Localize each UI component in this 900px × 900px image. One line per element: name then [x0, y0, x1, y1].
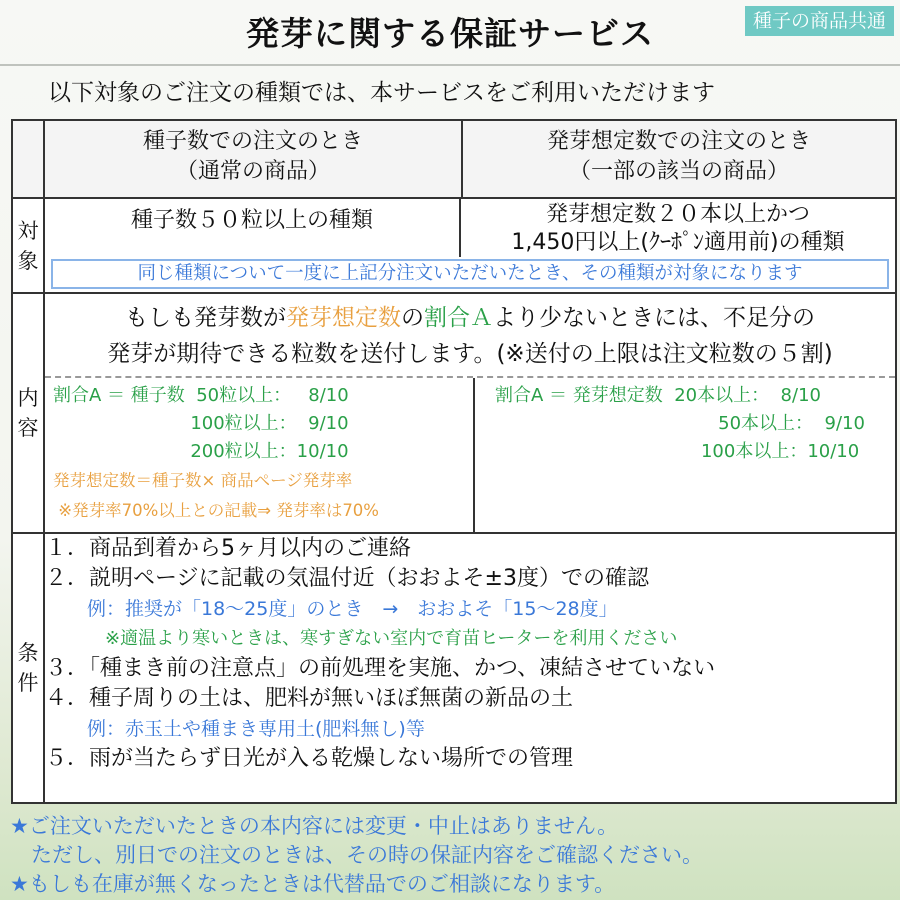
condition-item: ２．説明ページに記載の気温付近（おおよそ±3度）での確認 [45, 566, 649, 591]
formula-note: ※発芽率70%以上との記載⇒ 発芽率は70% [53, 501, 379, 520]
corner-cell [12, 120, 44, 198]
target-cell [44, 198, 896, 293]
column-header-line: 種子数での注文のとき [142, 129, 363, 154]
target-right-line: 発芽想定数２０本以上かつ [545, 202, 810, 227]
guarantee-table [11, 119, 897, 804]
side-label-content [12, 293, 44, 533]
ratio-line: 200粒以上：10/10 [53, 441, 349, 462]
condition-example: 例：推奨が「18〜25度」のとき → おおよそ「15〜28度」 [87, 598, 618, 620]
target-right-line: 1,450円以上(ｸｰﾎﾟﾝ適用前)の種類 [511, 230, 845, 255]
footer-notes [10, 812, 703, 899]
highlight-ratio: 割合Ａ [424, 305, 493, 331]
text-segment: より少ないときには、不足分の [493, 305, 815, 331]
formula-note: 発芽想定数＝種子数× 商品ページ発芽率 [53, 471, 353, 490]
column-header-sub: （通常の商品） [175, 159, 330, 184]
target-seed-count: 種子数５０粒以上の種類 [45, 199, 461, 257]
column-header-line: 発芽想定数での注文のとき [546, 129, 811, 154]
column-header-seed-count [44, 120, 462, 198]
ratio-line: 割合A ＝ 種子数 50粒以上： 8/10 [53, 385, 349, 406]
content-description [45, 294, 895, 376]
target-germination-count [461, 199, 895, 257]
footer-line: ★もしも在庫が無くなったときは代替品でのご相談になります。 [10, 872, 616, 896]
page-title: 発芽に関する保証サービス [246, 14, 654, 53]
side-char: 容 [17, 416, 39, 440]
intro-text: 以下対象のご注文の種類では、本サービスをご利用いただけます [48, 80, 715, 106]
side-char: 対 [17, 218, 39, 243]
column-header-germination-count [462, 120, 896, 198]
highlight-germination: 発芽想定数 [286, 305, 401, 331]
footer-line: ただし、別日での注文のときは、その時の保証内容をご確認ください。 [10, 843, 703, 867]
content-cell [44, 293, 896, 533]
condition-note: ※適温より寒いときは、寒すぎない室内で育苗ヒーターを利用ください [105, 628, 678, 649]
side-label-conditions [12, 533, 44, 803]
conditions-row [12, 533, 896, 803]
ratio-left [45, 378, 475, 532]
content-line-2: 発芽が期待できる粒数を送付します。(※送付の上限は注文粒数の５割) [107, 341, 833, 367]
side-char: 象 [17, 248, 39, 273]
side-char: 件 [17, 671, 39, 695]
condition-example: 例：赤玉土や種まき専用土(肥料無し)等 [87, 718, 425, 740]
side-label-target [12, 198, 44, 293]
condition-item: ４．種子周りの土は、肥料が無いほぼ無菌の新品の土 [45, 686, 574, 711]
ratio-right [475, 378, 895, 532]
ratio-section [45, 376, 895, 532]
content-line-1 [45, 300, 895, 336]
header-row [12, 120, 896, 198]
ratio-line: 50本以上： 9/10 [495, 413, 865, 434]
text-segment: もしも発芽数が [125, 305, 286, 331]
content-row [12, 293, 896, 533]
side-char: 条 [17, 641, 39, 665]
footer-line: ★ご注文いただいたときの本内容には変更・中止はありません。 [10, 814, 619, 838]
ratio-line: 割合A ＝ 発芽想定数 20本以上： 8/10 [495, 385, 821, 406]
target-row [12, 198, 896, 293]
condition-item: ３．「種まき前の注意点」の前処理を実施、かつ、凍結させていない [45, 656, 716, 681]
column-header-sub: （一部の該当の商品） [568, 159, 789, 184]
category-tag: 種子の商品共通 [745, 6, 894, 36]
conditions-cell [44, 533, 896, 803]
title-divider [0, 64, 900, 66]
side-char: 内 [17, 386, 39, 410]
text-segment: の [401, 305, 424, 331]
ratio-line: 100本以上：10/10 [495, 441, 860, 462]
target-note: 同じ種類について一度に上記分注文いただいたとき、その種類が対象になります [51, 259, 889, 289]
condition-item: １．商品到着から5ヶ月以内のご連絡 [45, 536, 411, 561]
condition-item: ５．雨が当たらず日光が入る乾燥しない場所での管理 [45, 746, 574, 771]
ratio-line: 100粒以上： 9/10 [53, 413, 349, 434]
